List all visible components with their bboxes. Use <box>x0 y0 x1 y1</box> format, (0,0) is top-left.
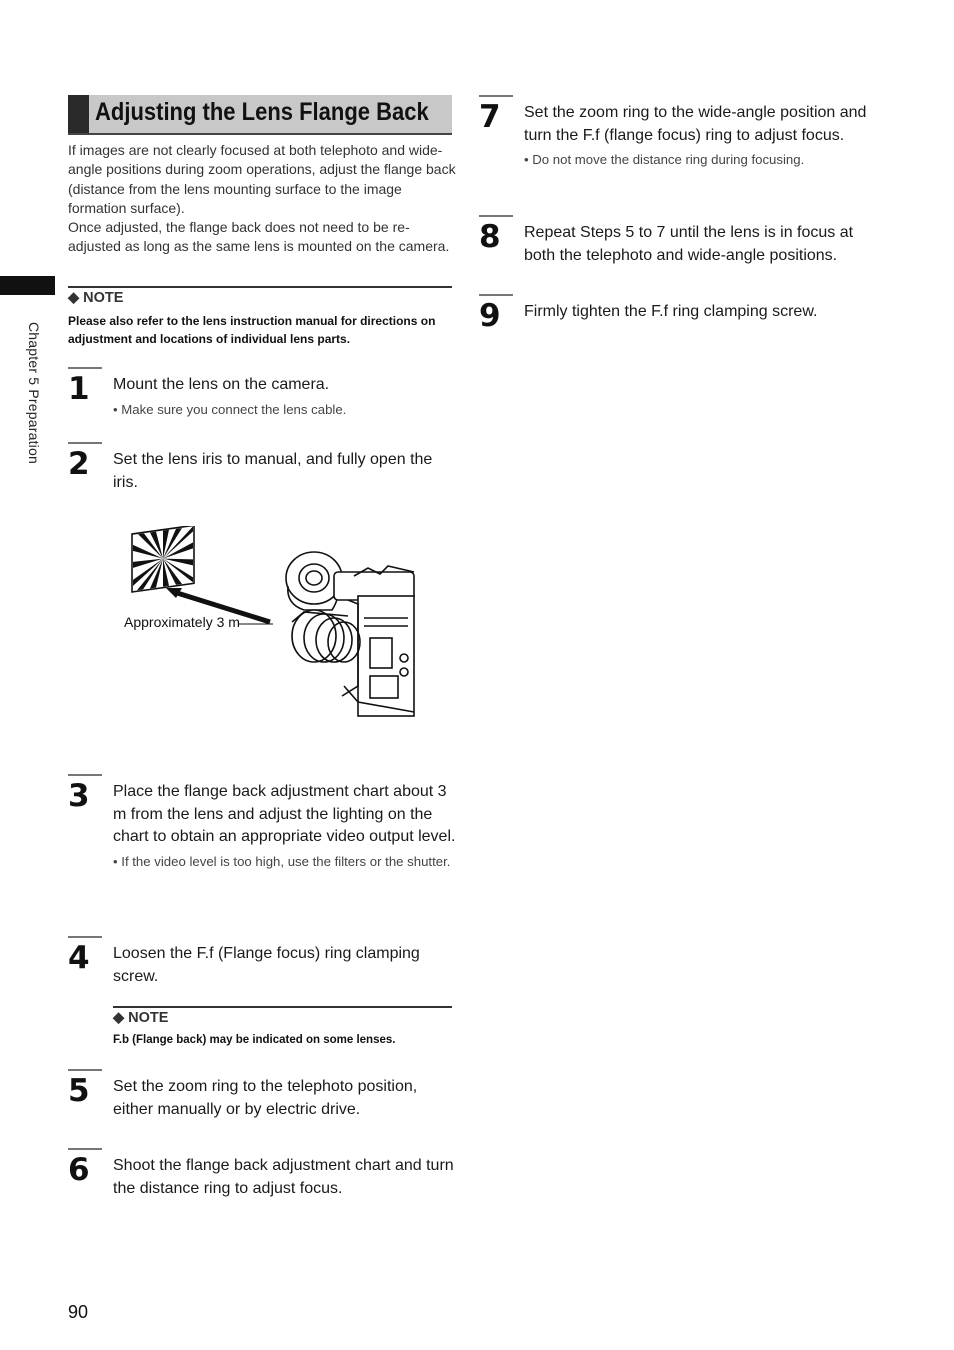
figure-caption: Approximately 3 m <box>124 614 240 630</box>
title-accent-bar <box>68 95 89 133</box>
section-title-banner <box>68 95 452 135</box>
step-number: 9 <box>479 298 501 334</box>
step-rule <box>68 1069 102 1071</box>
step-number: 7 <box>479 99 501 135</box>
step-body <box>113 374 458 420</box>
step-rule <box>479 294 513 296</box>
intro-paragraph: If images are not clearly focused at both telephoto and wide-angle positions during zoom operations, adjust the flange back (distance from the lens mounting surface to the image formation surface). <box>68 142 456 216</box>
camcorder-icon <box>286 552 414 716</box>
note-text: F.b (Flange back) may be indicated on some lenses. <box>113 1034 396 1046</box>
step-number: 5 <box>68 1073 90 1109</box>
step-text: Repeat Steps 5 to 7 until the lens is in focus at both the telephoto and wide-angle positions. <box>524 224 854 264</box>
intro-paragraph: Once adjusted, the flange back does not need to be re-adjusted as long as the same lens is mounted on the camera. <box>68 219 450 255</box>
chapter-tab-marker <box>0 276 55 295</box>
step-text: Firmly tighten the F.f ring clamping screw. <box>524 303 818 320</box>
step-number: 8 <box>479 219 501 255</box>
step-rule <box>479 95 513 97</box>
step-text: Shoot the flange back adjustment chart and turn the distance ring to adjust focus. <box>113 1157 454 1197</box>
step-text: Set the zoom ring to the wide-angle position and turn the F.f (flange focus) ring to adjust focus. <box>524 104 867 144</box>
step-bullet: • If the video level is too high, use the filters or the shutter. <box>113 853 451 869</box>
adjustment-chart-icon <box>132 526 194 592</box>
step-number: 6 <box>68 1152 90 1188</box>
step-rule <box>68 442 102 444</box>
step-body <box>113 1155 458 1200</box>
step-number: 4 <box>68 940 90 976</box>
step-text: Set the zoom ring to the telephoto position, either manually or by electric drive. <box>113 1078 418 1118</box>
step-text: Mount the lens on the camera. <box>113 376 330 393</box>
step-body <box>113 449 458 494</box>
note-heading: ◆ NOTE <box>68 290 124 306</box>
note-box <box>68 286 452 348</box>
note-box <box>113 1006 452 1049</box>
step-body <box>113 943 458 988</box>
intro-text <box>68 141 460 257</box>
chapter-side-label: Chapter 5 Preparation <box>26 322 42 464</box>
step-rule <box>68 936 102 938</box>
step-bullet: • Do not move the distance ring during focusing. <box>524 152 805 168</box>
step-number: 1 <box>68 371 90 407</box>
step-body <box>113 1076 458 1121</box>
step-text: Place the flange back adjustment chart about 3 m from the lens and adjust the lighting on the chart to obtain an appropriate video output level. <box>113 783 456 846</box>
step-rule <box>479 215 513 217</box>
page-number: 90 <box>68 1302 89 1322</box>
note-heading: ◆ NOTE <box>113 1010 169 1026</box>
step-body <box>524 301 869 324</box>
step-number: 2 <box>68 446 90 482</box>
step-body <box>524 222 869 267</box>
step-text: Set the lens iris to manual, and fully open the iris. <box>113 451 433 491</box>
step-body <box>524 102 869 170</box>
section-title: Adjusting the Lens Flange Back <box>95 98 429 126</box>
step-number: 3 <box>68 778 90 814</box>
note-text: Please also refer to the lens instruction manual for directions on adjustment and locations of individual lens parts. <box>68 314 436 346</box>
step-rule <box>68 367 102 369</box>
step-body <box>113 781 458 872</box>
step-rule <box>68 1148 102 1150</box>
step-bullet: • Make sure you connect the lens cable. <box>113 401 347 417</box>
step-rule <box>68 774 102 776</box>
step-text: Loosen the F.f (Flange focus) ring clamping screw. <box>113 945 420 985</box>
